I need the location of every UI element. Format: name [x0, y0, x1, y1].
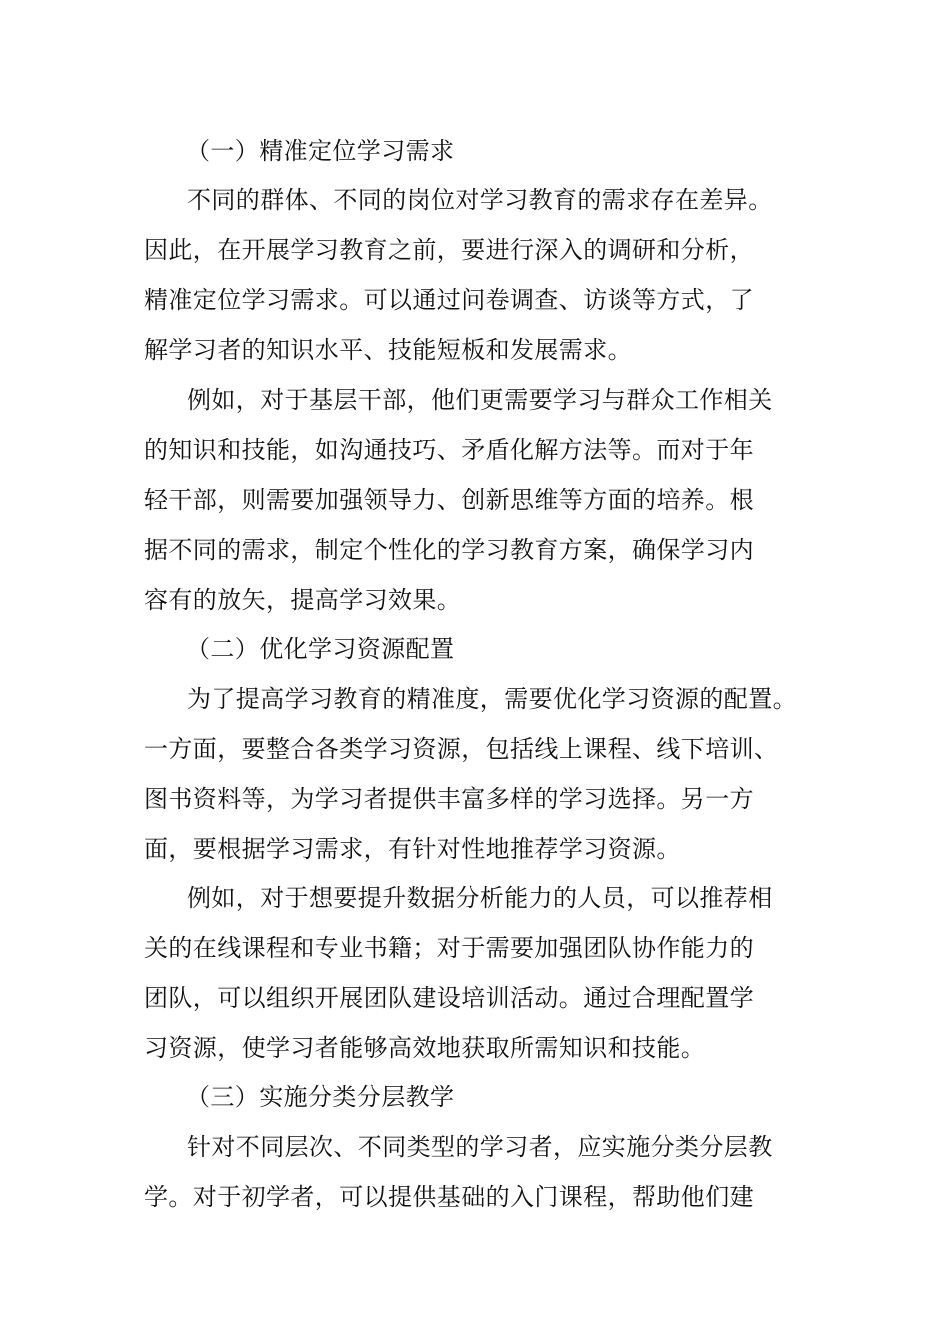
paragraph-line: 据不同的需求，制定个性化的学习教育方案，确保学习内	[144, 536, 754, 564]
paragraph-line: 关的在线课程和专业书籍；对于需要加强团队协作能力的	[144, 934, 754, 962]
paragraph-line: 学。对于初学者，可以提供基础的入门课程，帮助他们建	[144, 1183, 754, 1211]
paragraph-line: 面，要根据学习需求，有针对性地推荐学习资源。	[144, 835, 681, 863]
paragraph-line: 一方面，要整合各类学习资源，包括线上课程、线下培训、	[144, 735, 779, 763]
paragraph-line: 解学习者的知识水平、技能短板和发展需求。	[144, 336, 632, 364]
paragraph-line: 针对不同层次、不同类型的学习者，应实施分类分层教	[187, 1133, 773, 1161]
paragraph-line: 容有的放矢，提高学习效果。	[144, 586, 462, 614]
paragraph-line: 习资源，使学习者能够高效地获取所需知识和技能。	[144, 1034, 706, 1062]
paragraph-line: 例如，对于基层干部，他们更需要学习与群众工作相关	[187, 386, 773, 414]
paragraph-line: 不同的群体、不同的岗位对学习教育的需求存在差异。	[187, 186, 773, 214]
paragraph-line: 精准定位学习需求。可以通过问卷调查、访谈等方式，了	[144, 286, 754, 314]
section-heading-3: （三）实施分类分层教学	[186, 1083, 455, 1111]
section-heading-2: （二）优化学习资源配置	[186, 635, 455, 663]
paragraph-line: 轻干部，则需要加强领导力、创新思维等方面的培养。根	[144, 486, 754, 514]
paragraph-line: 的知识和技能，如沟通技巧、矛盾化解方法等。而对于年	[144, 436, 754, 464]
paragraph-line: 图书资料等，为学习者提供丰富多样的学习选择。另一方	[144, 785, 754, 813]
paragraph-line: 因此，在开展学习教育之前，要进行深入的调研和分析，	[144, 236, 754, 264]
paragraph-line: 为了提高学习教育的精准度，需要优化学习资源的配置。	[187, 685, 797, 713]
section-heading-1: （一）精准定位学习需求	[186, 137, 455, 165]
paragraph-line: 团队，可以组织开展团队建设培训活动。通过合理配置学	[144, 984, 754, 1012]
paragraph-line: 例如，对于想要提升数据分析能力的人员，可以推荐相	[187, 884, 773, 912]
